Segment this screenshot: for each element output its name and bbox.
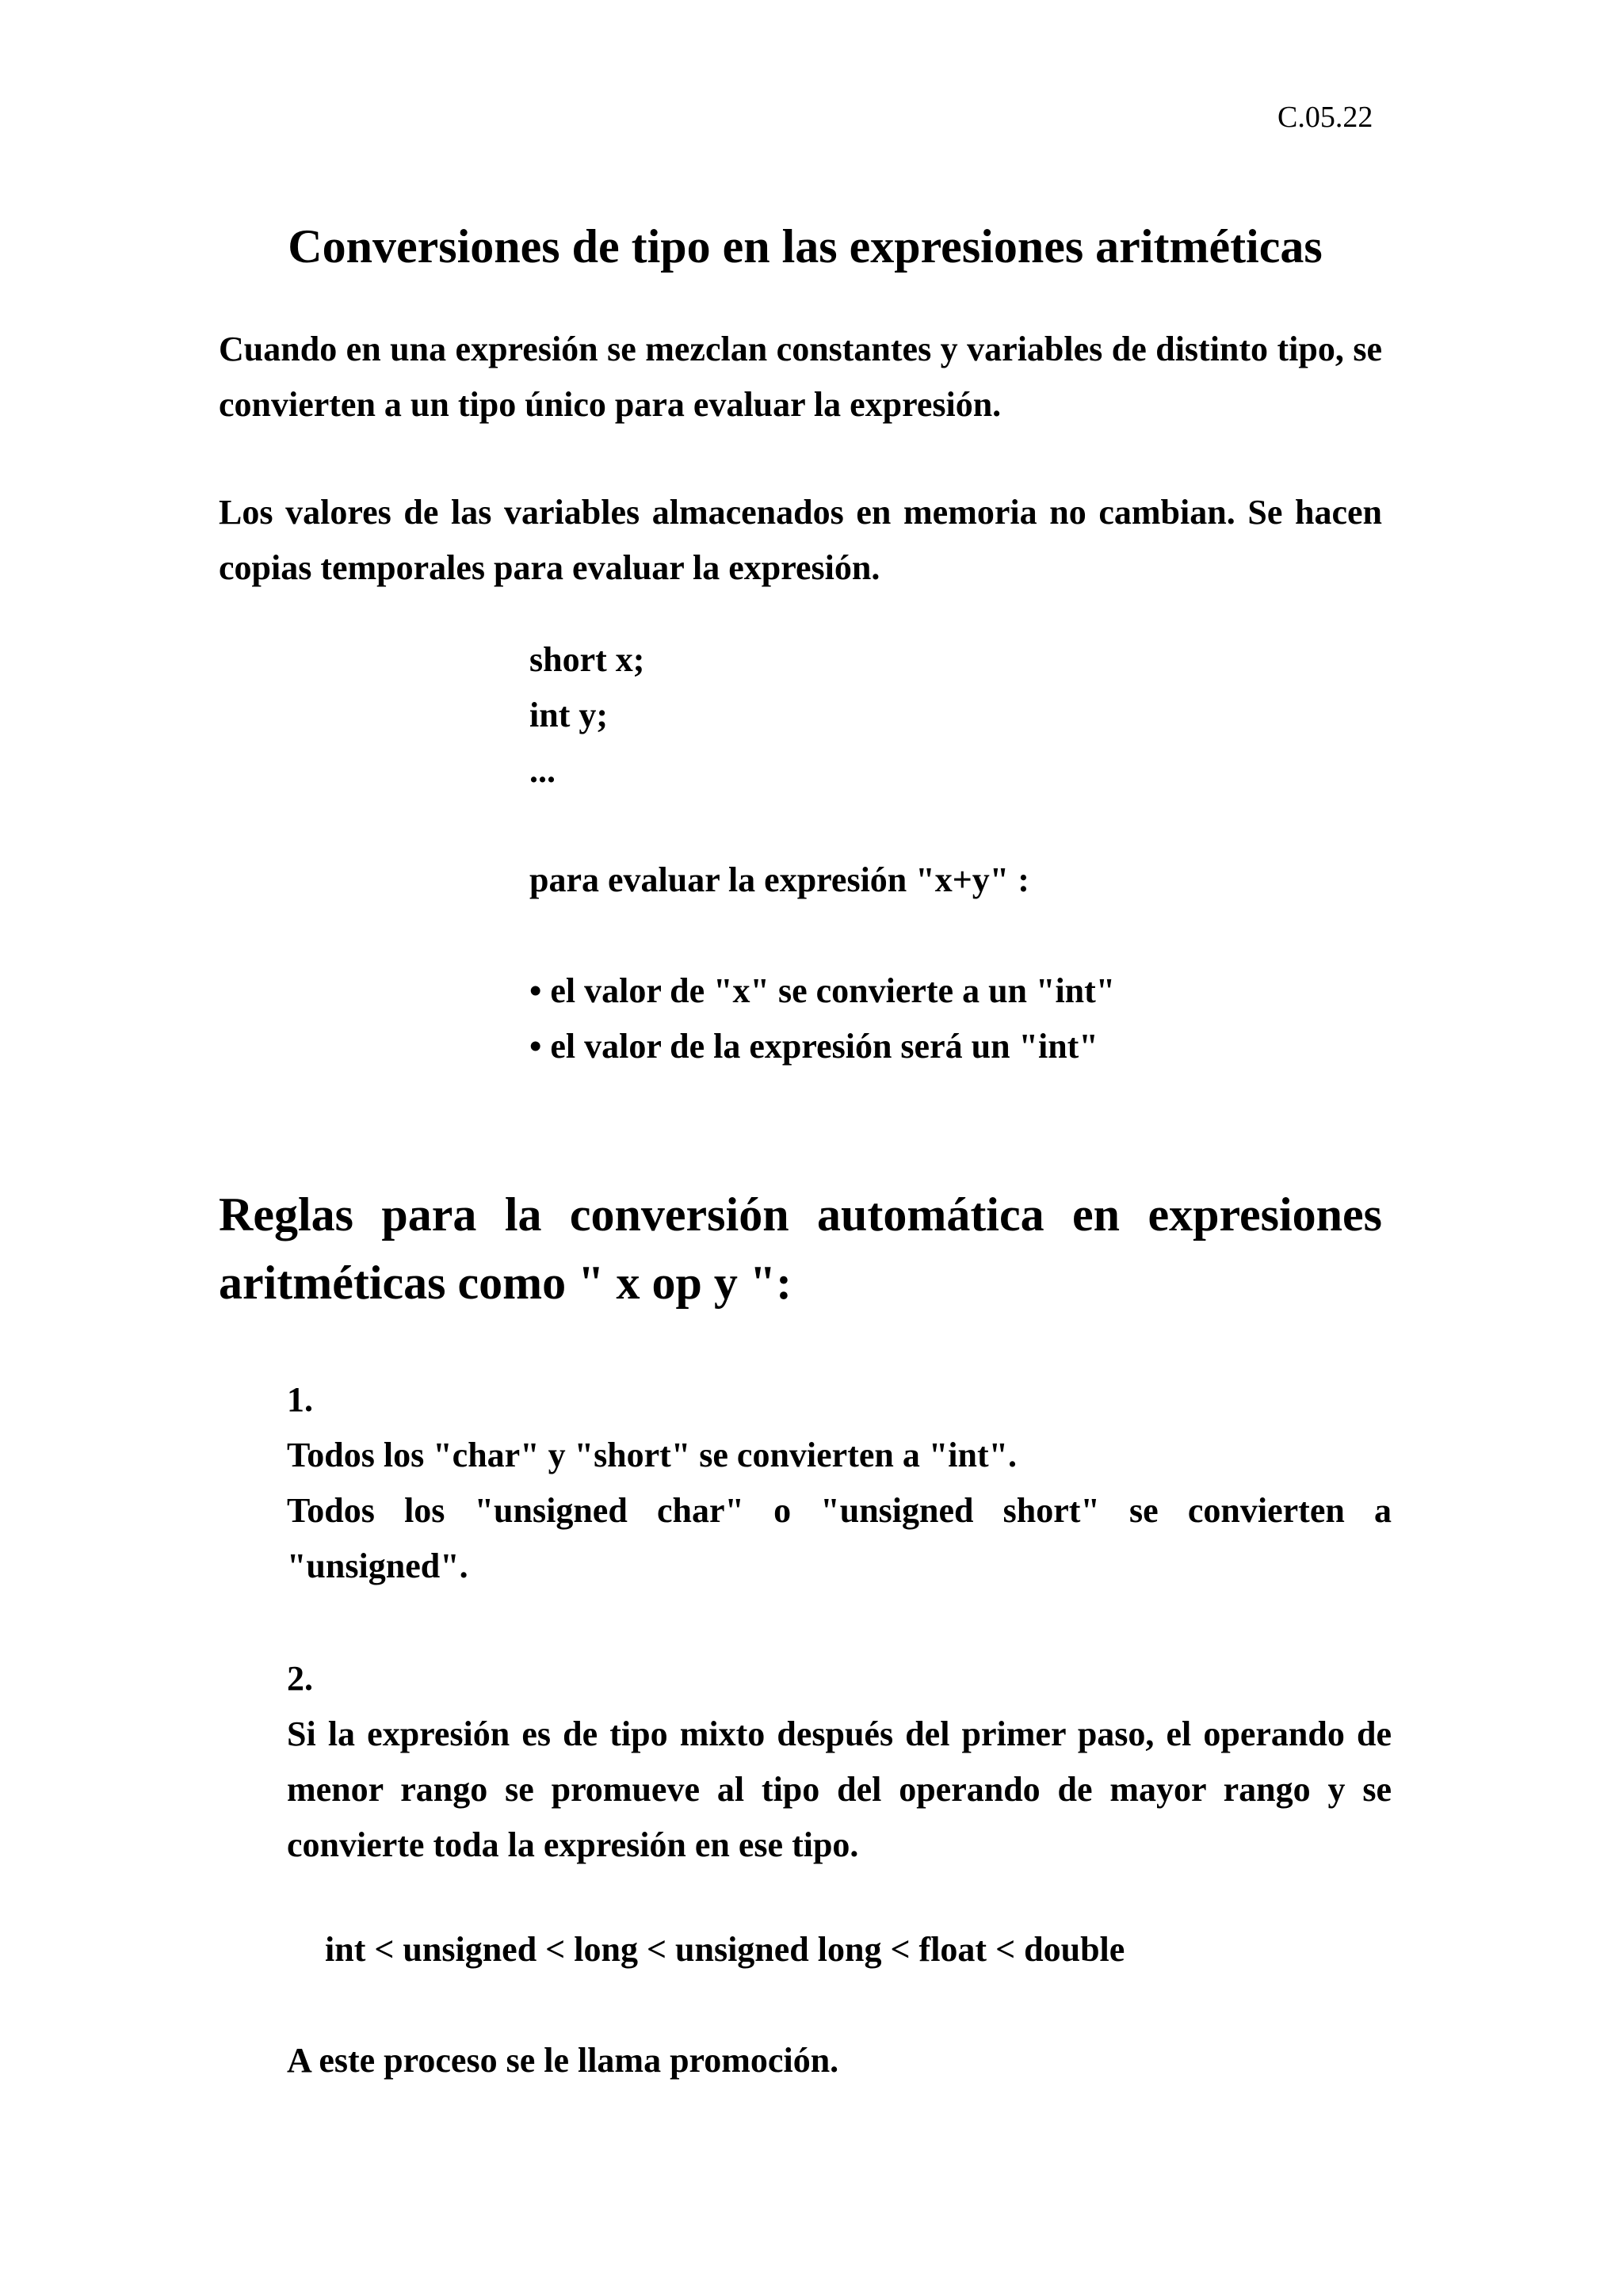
code-line: short x; (529, 640, 645, 679)
rule-2-text: Si la expresión es de tipo mixto después del primer paso, el operando de menor rango se promueve al tipo del operando de mayor rango y se convierte toda la expresión en ese tipo. (287, 1714, 1392, 1864)
evaluate-text: para evaluar la expresión "x+y" : (529, 860, 1029, 899)
bullet-item: • el valor de la expresión será un "int" (529, 1027, 1098, 1066)
rule-1-text-b: Todos los "unsigned char" o "unsigned short" se convierten a "unsigned". (287, 1491, 1392, 1585)
page-id: C.05.22 (1277, 101, 1373, 134)
example-bullets (529, 963, 1115, 1074)
bullet-item: • el valor de "x" se convierte a un "int" (529, 971, 1116, 1010)
rules-heading: Reglas para la conversión automática en expresiones aritméticas como " x op y ": (219, 1188, 1382, 1309)
code-line: int y; (529, 696, 608, 734)
type-hierarchy: int < unsigned < long < unsigned long < float < double (325, 1930, 1125, 1969)
rule-number: 1. (287, 1380, 313, 1419)
rule-number: 2. (287, 1659, 313, 1698)
closing-note: A este proceso se le llama promoción. (287, 2041, 839, 2080)
intro-paragraph-1: Cuando en una expresión se mezclan constantes y variables de distinto tipo, se convierten a un tipo único para evaluar la expresión. (219, 330, 1382, 424)
code-example (529, 632, 644, 799)
rule-1-text-a: Todos los "char" y "short" se convierten a "int". (287, 1436, 1018, 1474)
evaluate-line (529, 852, 1029, 908)
page-title: Conversiones de tipo en las expresiones aritméticas (288, 220, 1323, 273)
intro-paragraph-2: Los valores de las variables almacenados en memoria no cambian. Se hacen copias temporales para evaluar la expresión. (219, 493, 1382, 587)
code-line: ... (529, 751, 556, 790)
